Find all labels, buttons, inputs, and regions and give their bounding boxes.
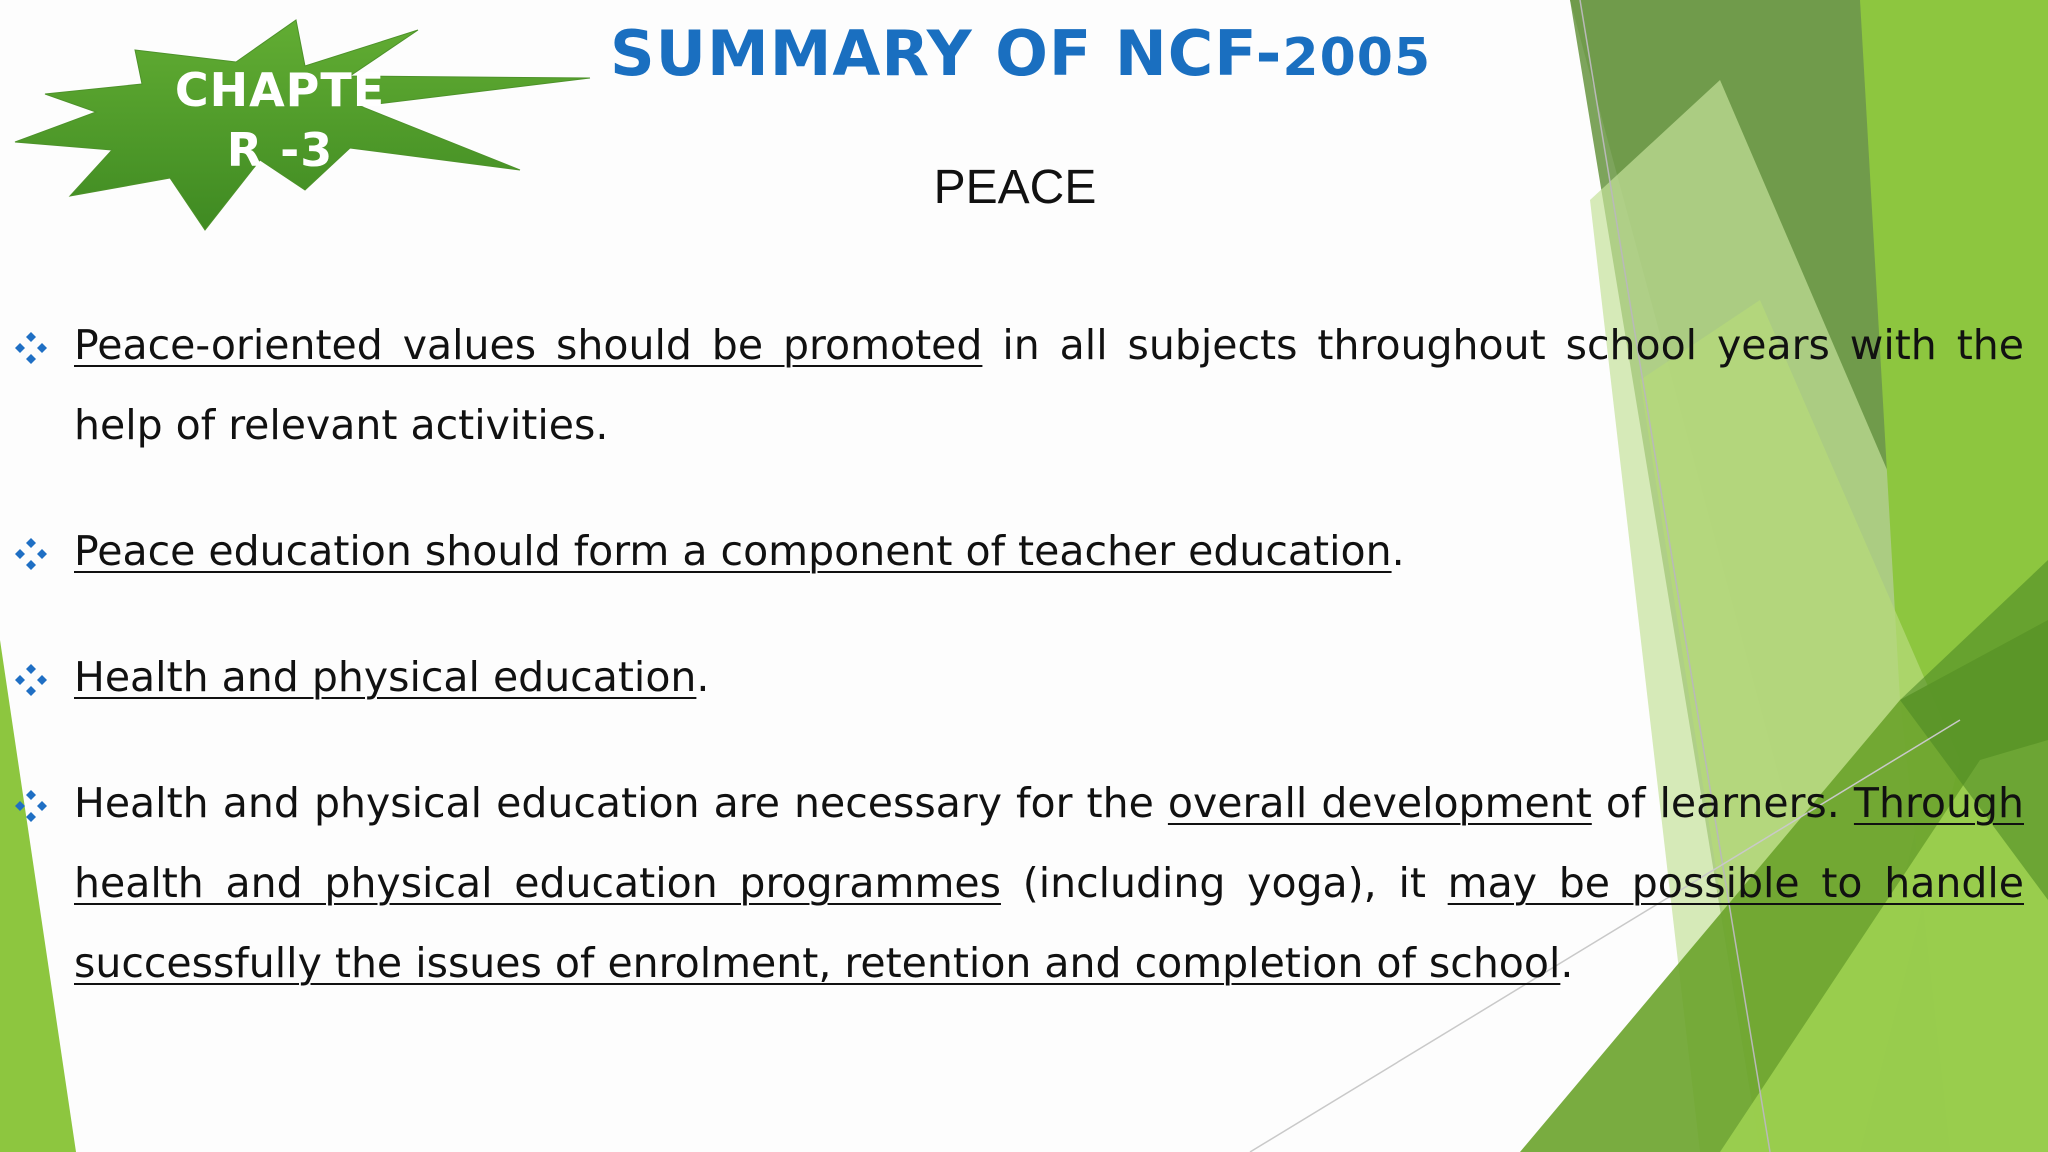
bullet-1-segment-2: in all subjects throughout school years with the help of relevant activities. [74, 321, 2024, 449]
bullet-4-segment-3: of learners. [1591, 779, 1854, 827]
bullet-text-4 [74, 779, 2024, 987]
bullet-4-segment-2: overall development [1167, 779, 1592, 827]
four-diamond-bullet-icon [14, 663, 48, 697]
section-heading-text: PEACE [933, 161, 1097, 214]
four-diamond-bullet-icon [14, 331, 48, 365]
badge-line-2: R -3 [226, 123, 334, 177]
title-year: 2005 [1282, 28, 1432, 88]
bullet-list [14, 305, 2024, 1003]
badge-line-1: CHAPTE [174, 63, 386, 117]
bullet-item-2 [14, 511, 2024, 591]
bullet-item-4 [14, 763, 2024, 1003]
bullet-item-3 [14, 637, 2024, 717]
bullet-3-segment-2: . [696, 653, 710, 701]
bullet-item-1 [14, 305, 2024, 465]
bullet-text-2 [74, 527, 1405, 575]
bullet-2-segment-2: . [1391, 527, 1405, 575]
bullet-1-segment-1: Peace-oriented values should be promoted [74, 321, 983, 369]
bullet-2-segment-1: Peace education should form a component of teacher education [74, 527, 1392, 575]
bullet-4-segment-5: (including yoga), it [1000, 859, 1448, 907]
bullet-text-1 [74, 321, 2024, 449]
bullet-4-segment-4: Through health and physical education programmes [74, 779, 2024, 907]
four-diamond-bullet-icon [14, 537, 48, 571]
section-heading [0, 160, 2030, 215]
four-diamond-bullet-icon [14, 789, 48, 823]
bullet-3-segment-1: Health and physical education [74, 653, 697, 701]
bullet-4-segment-6: may be possible to handle successfully the issues of enrolment, retention and completion of school [74, 859, 2024, 987]
bullet-4-segment-1: Health and physical education are necessary for the [74, 779, 1168, 827]
bullet-4-segment-7: . [1560, 939, 1574, 987]
bullet-text-3 [74, 653, 709, 701]
title-main: SUMMARY OF NCF- [610, 17, 1283, 90]
page-title [610, 14, 1431, 98]
